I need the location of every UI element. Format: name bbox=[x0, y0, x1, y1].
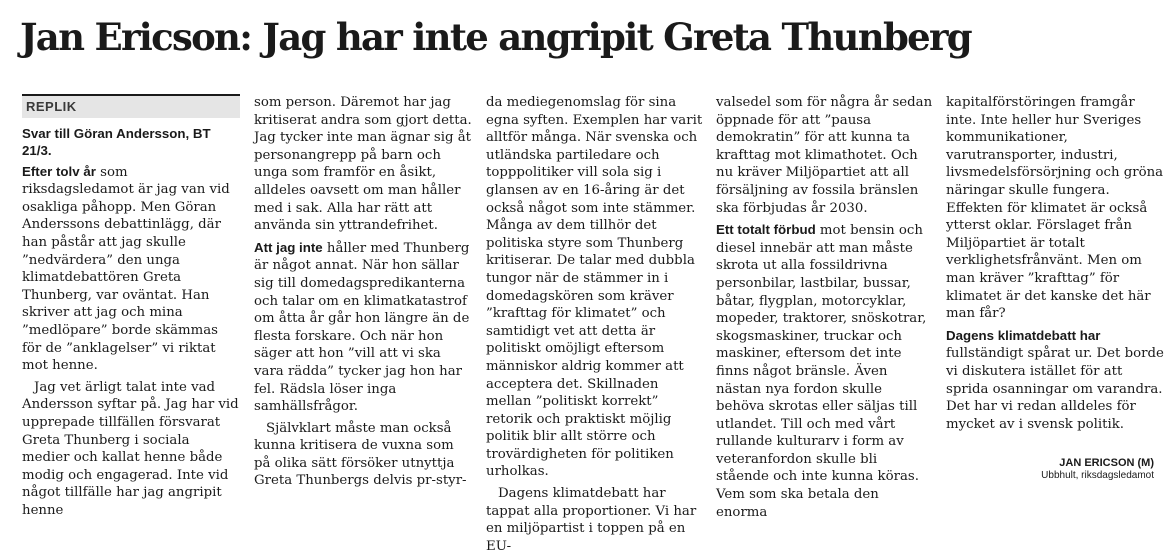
paragraph bbox=[22, 163, 240, 375]
paragraph bbox=[716, 94, 934, 217]
paragraph-text: kapitalförstöringen framgår inte. Inte heller hur Sveriges kommunikationer, varutransporter, industri, livsmedelsförsörjning och gröna näringar skulle fungera. Effekten för klimatet är också ytterst oklar. Förslaget från Miljöpartiet är totalt verklighetsfrånvänt. Men om man kräver ”krafttag” för klimatet är det kanske det här man får? bbox=[946, 95, 1164, 322]
paragraph bbox=[254, 420, 472, 490]
subhead: Svar till Göran Andersson, BT 21/3. bbox=[22, 125, 211, 158]
paragraph bbox=[486, 94, 704, 481]
paragraph-text: fullständigt spårat ur. Det borde vi diskutera istället för att sprida osanningar om varandra. Det har vi redan alldeles för mycket av i svensk politik. bbox=[946, 346, 1164, 432]
paragraph bbox=[946, 94, 1164, 323]
paragraph bbox=[486, 485, 704, 555]
column-paragraphs bbox=[716, 94, 934, 521]
paragraph-text: mot bensin och diesel innebär att man måste skrota ut alla fossildrivna personbilar, lastbilar, bussar, båtar, flygplan, motorcyklar, mopeder, traktorer, snöskotrar, skogsmaskiner, truckar och maskiner, eftersom det inte finns något bränsle. Även nästan nya fordon skulle behöva skrotas eller säljas till utlandet. Till och med vårt rullande kulturarv i form av veteranfordon skulle bli stående och inte kunna köras. Vem som ska betala den enorma bbox=[716, 223, 927, 520]
column-paragraphs bbox=[254, 94, 472, 490]
column-4 bbox=[716, 94, 934, 525]
paragraph-text: Självklart måste man också kunna kritisera de vuxna som på olika sätt försöker utnyttja Greta Thunbergs delvis pr-styr- bbox=[254, 420, 467, 489]
paragraph-text: håller med Thunberg är något annat. När hon sällar sig till domedagspredikanterna och talar om en klimatkatastrof om åtta år går hon längre än de flesta forskare. Och när hon säger att hon ”vill att vi ska vara rädda” tycker jag hon har fel. Rädsla löser inga samhällsfrågor. bbox=[254, 240, 470, 415]
column-paragraphs bbox=[946, 94, 1164, 433]
paragraph bbox=[716, 221, 934, 521]
author-name: JAN ERICSON (M) bbox=[1059, 457, 1154, 469]
paragraph bbox=[254, 94, 472, 235]
column-paragraphs bbox=[22, 163, 240, 520]
paragraph-lead-in: Dagens klimatdebatt har bbox=[946, 327, 1101, 343]
column-1 bbox=[22, 94, 240, 523]
paragraph-lead-in: Efter tolv år bbox=[22, 163, 96, 179]
paragraph-text: som riksdagsledamot är jag van vid osakliga påhopp. Men Göran Anderssons debattinlägg, där han påstår att jag skulle ”nedvärdera” den unga klimatdebattören Greta Thunberg, var oväntat. Han skriver att jag och mina ”medlöpare” borde skämmas för de ”anklagelser” vi riktat mot henne. bbox=[22, 164, 230, 374]
author-role: Ubbhult, riksdagsledamot bbox=[1041, 470, 1154, 481]
paragraph bbox=[946, 327, 1164, 434]
paragraph-text: som person. Däremot har jag kritiserat andra som gjort detta. Jag tycker inte man ägnar sig åt personangrepp på barn och unga som framför en åsikt, alldeles oavsett om man håller med i sak. Alla har rätt att använda sin yttrandefrihet. bbox=[254, 95, 472, 234]
column-5 bbox=[946, 94, 1164, 437]
column-3 bbox=[486, 94, 704, 559]
paragraph bbox=[22, 379, 240, 520]
paragraph-lead-in: Ett totalt förbud bbox=[716, 222, 816, 238]
paragraph-text: Jag vet ärligt talat inte vad Andersson syftar på. Jag har vid upprepade tillfällen försvarat Greta Thunberg i sociala medier och kallat henne både modig och engagerad. Inte vid något tillfälle har jag angripit henne bbox=[22, 379, 239, 518]
paragraph-text: da mediegenomslag för sina egna syften. Exemplen har varit alltför många. När svenska och utländska partiledare och topppolitiker vill sola sig i glansen av en 16-åring är det också något som inte stämmer. Många av dem tillhör det politiska styre som Thunberg kritiserar. De talar med dubbla tungor när de stämmer in i domedagskören som kräver ”krafttag för klimatet” och samtidigt vet att detta är politiskt omöjligt eftersom människor aldrig kommer att acceptera det. Skillnaden mellan ”politiskt korrekt” retorik och praktiskt möjlig politik blir allt större och trovärdigheten för politiken urholkas. bbox=[486, 95, 703, 480]
paragraph-text: Dagens klimatdebatt har tappat alla proportioner. Vi har en miljöpartist i toppen på en EU- bbox=[486, 486, 697, 554]
headline: Jan Ericson: Jag har inte angripit Greta Thunberg bbox=[20, 15, 971, 59]
paragraph-lead-in: Att jag inte bbox=[254, 239, 323, 255]
paragraph-text: valsedel som för några år sedan öppnade för att ”pausa demokratin” för att kunna ta krafttag mot klimathotet. Och nu kräver Miljöpartiet att all försäljning av fossila bränslen ska förbjudas år 2030. bbox=[716, 95, 933, 216]
column-2 bbox=[254, 94, 472, 494]
paragraph bbox=[254, 239, 472, 416]
section-tag: REPLIK bbox=[22, 94, 240, 118]
byline bbox=[1041, 457, 1154, 482]
column-paragraphs bbox=[486, 94, 704, 555]
